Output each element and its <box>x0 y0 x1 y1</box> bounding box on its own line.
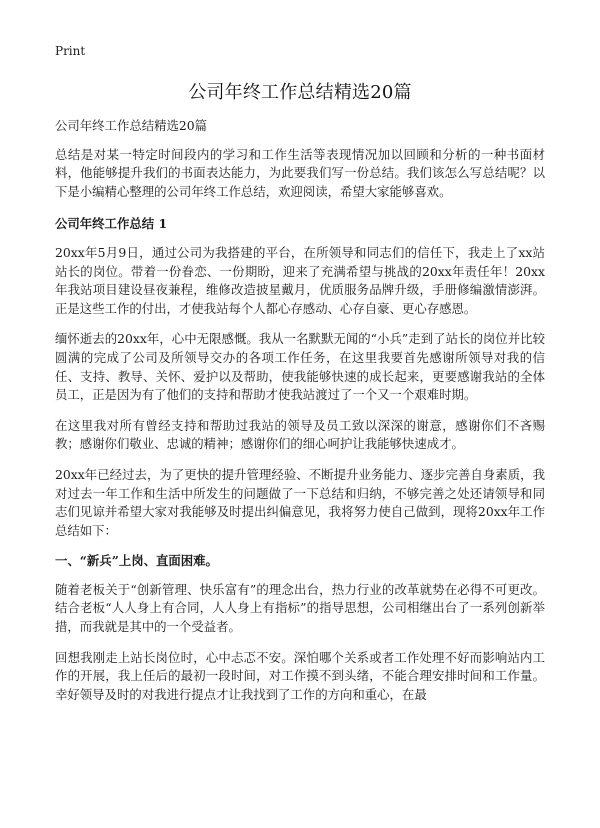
body-paragraph: 随着老板关于“创新管理、快乐富有”的理念出台，热力行业的改革就势在必得不可更改。结合老板“人人身上有合同，人人身上有指标”的指导思想，公司相继出台了一系列创新举措，而我就是其中的一个受益者。 <box>55 581 545 635</box>
sub-heading: 一、“新兵”上岗、直面困难。 <box>55 553 218 569</box>
document-subtitle: 公司年终工作总结精选20篇 <box>55 118 208 133</box>
intro-paragraph: 总结是对某一特定时间段内的学习和工作生活等表现情况加以回顾和分析的一种书面材料，他能够提升我们的书面表达能力，为此要我们写一份总结。我们该怎么写总结呢？以下是小编精心整理的公司年终工作总结，欢迎阅读，希望大家能够喜欢。 <box>55 146 545 199</box>
print-label[interactable]: Print <box>55 44 86 58</box>
document-title: 公司年终工作总结精选20篇 <box>188 82 412 103</box>
body-paragraph: 20xx年5月9日，通过公司为我搭建的平台，在所领导和同志们的信任下，我走上了xx站站长的岗位。带着一份眷恋、一份期盼，迎来了充满希望与挑战的20xx年责任年！20xx年我站项目建设昼夜兼程，维修改造披星戴月，优质服务品牌升级，手册修编激情澎湃。正是这些工作的付出，才使我站每个人都心存感动、心存自豪、更心存感恩。 <box>55 244 545 316</box>
document-body <box>55 117 545 716</box>
body-paragraph: 20xx年已经过去，为了更快的提升管理经验、不断提升业务能力、逐步完善自身素质，我对过去一年工作和生活中所发生的问题做了一下总结和归纳，不够完善之处还请领导和同志们见谅并希望大家对我能够及时提出纠偏意见，我将努力使自己做到，现将20xx年工作总结如下： <box>55 466 545 538</box>
body-paragraph: 回想我刚走上站长岗位时，心中忐忑不安。深怕哪个关系或者工作处理不好而影响站内工作的开展，我上任后的最初一段时间，对工作摸不到头绪，不能合理安排时间和工作量。幸好领导及时的对我进行提点才让我找到了工作的方向和重心，在最 <box>55 649 545 702</box>
section-heading: 公司年终工作总结 1 <box>55 216 168 232</box>
body-paragraph: 在这里我对所有曾经支持和帮助过我站的领导及员工致以深深的谢意，感谢你们不吝赐教；感谢你们敬业、忠诚的精神；感谢你们的细心呵护让我能够快速成才。 <box>55 417 545 452</box>
body-paragraph: 缅怀逝去的20xx年，心中无限感慨。我从一名默默无闻的“小兵”走到了站长的岗位并比较圆满的完成了公司及所领导交办的各项工作任务，在这里我要首先感谢所领导对我的信任、支持、教导、关怀、爱护以及帮助，使我能够快速的成长起来，更要感谢我站的全体员工，正是因为有了他们的支持和帮助才使我站渡过了一个又一个艰难时期。 <box>55 331 545 403</box>
